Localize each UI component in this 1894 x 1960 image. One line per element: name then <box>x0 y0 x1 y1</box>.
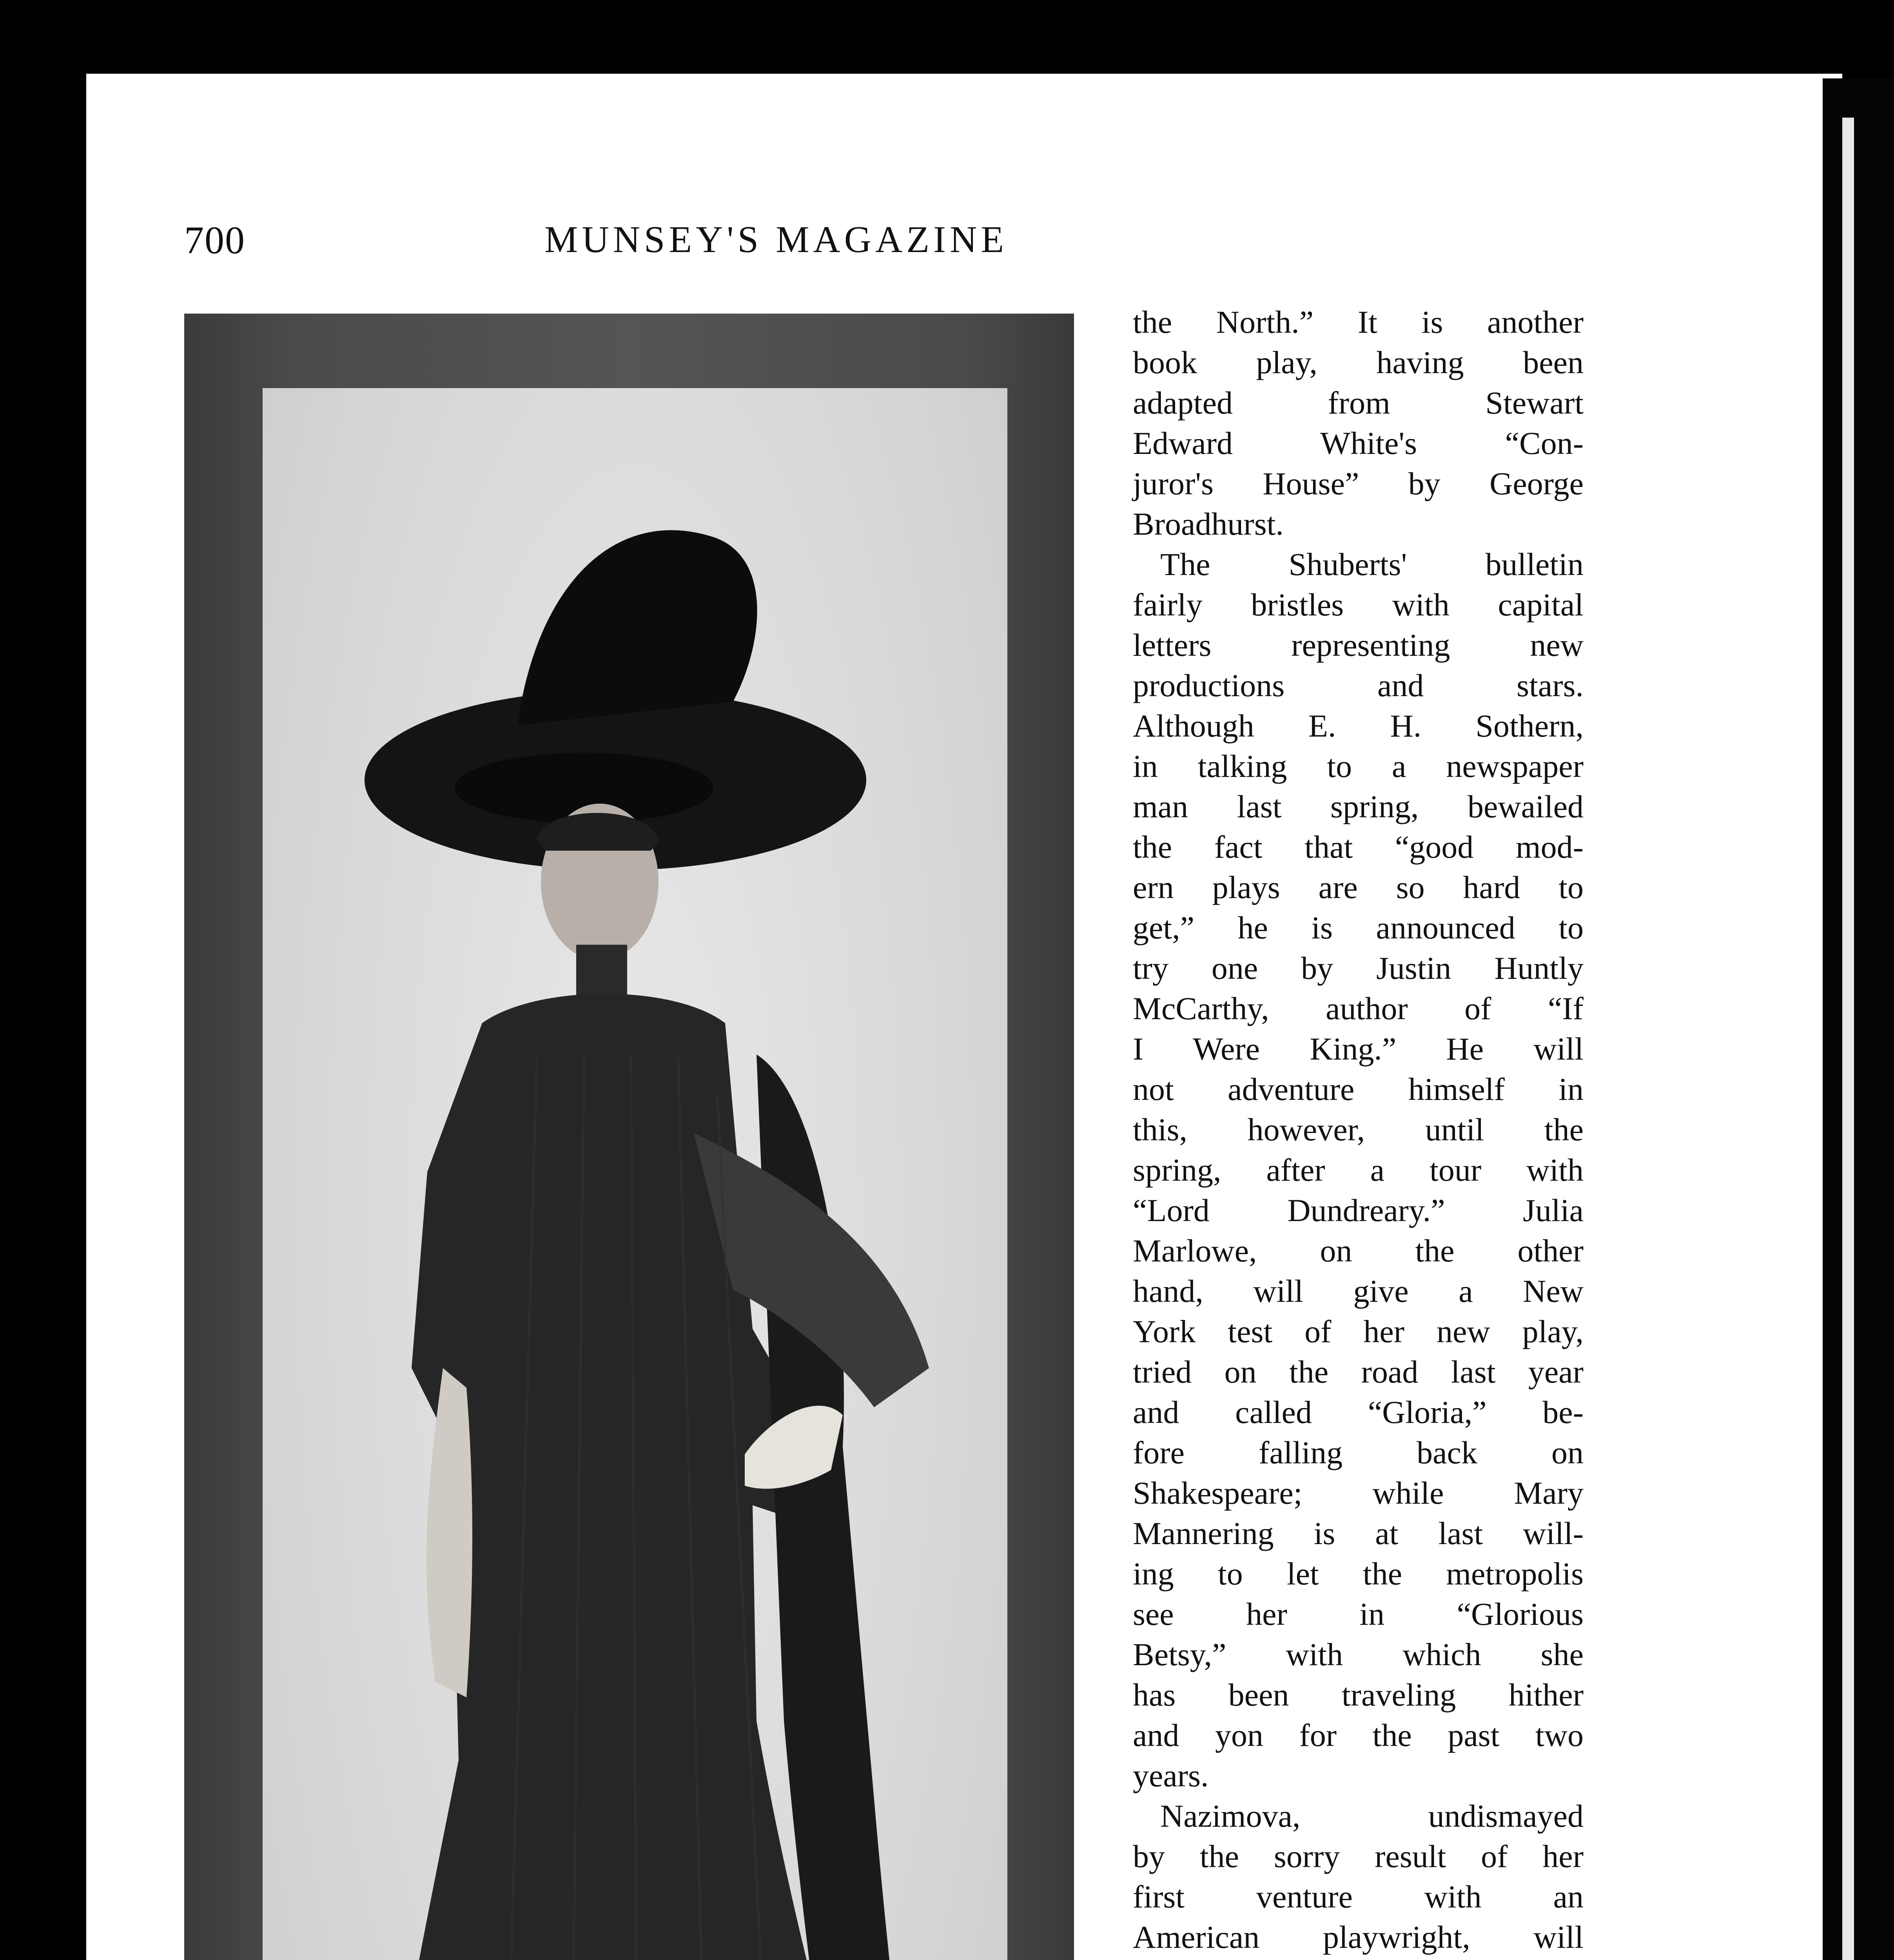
portrait-image <box>263 388 1007 1960</box>
facing-page-strip <box>1842 118 1854 1960</box>
article-line: get,” he is announced to <box>1133 910 1584 946</box>
article-line: Although E. H. Sothern, <box>1133 708 1584 744</box>
article-line: ern plays are so hard to <box>1133 869 1584 905</box>
article-line: has been traveling hither <box>1133 1677 1584 1713</box>
article-line: try one by Justin Huntly <box>1133 950 1584 986</box>
article-line: man last spring, bewailed <box>1133 789 1584 824</box>
article-line: in talking to a newspaper <box>1133 748 1584 784</box>
article-line: Shakespeare; while Mary <box>1133 1475 1584 1511</box>
article-line: by the sorry result of her <box>1133 1838 1584 1874</box>
article-line: and yon for the past two <box>1133 1717 1584 1753</box>
article-line: “Lord Dundreary.” Julia <box>1133 1192 1584 1228</box>
article-line: the North.” It is another <box>1133 304 1584 340</box>
article-line: juror's House” by George <box>1133 466 1584 501</box>
article-line: adapted from Stewart <box>1133 385 1584 421</box>
article-line: fore falling back on <box>1133 1435 1584 1470</box>
article-line: and called “Gloria,” be- <box>1133 1394 1584 1430</box>
article-line: first venture with an <box>1133 1879 1584 1915</box>
article-line: hand, will give a New <box>1133 1273 1584 1309</box>
article-line: Nazimova, undismayed <box>1160 1798 1584 1834</box>
article-line: McCarthy, author of “If <box>1133 991 1584 1026</box>
woman-portrait-illustration <box>263 388 1007 1960</box>
article-line: Broadhurst. <box>1133 506 1284 542</box>
article-line: I Were King.” He will <box>1133 1031 1584 1067</box>
article-line: Mannering is at last will- <box>1133 1515 1584 1551</box>
article-line: ing to let the metropolis <box>1133 1556 1584 1592</box>
article-line: spring, after a tour with <box>1133 1152 1584 1188</box>
article-column <box>1133 302 1584 1960</box>
article-line <box>1133 1957 1584 1960</box>
article-line: book play, having been <box>1133 345 1584 380</box>
article-line: The Shuberts' bulletin <box>1160 546 1584 582</box>
article-line: productions and stars. <box>1133 668 1584 703</box>
article-line: not adventure himself in <box>1133 1071 1584 1107</box>
magazine-title: MUNSEY'S MAGAZINE <box>544 218 1008 260</box>
running-header <box>184 218 1137 269</box>
article-line: fairly bristles with capital <box>1133 587 1584 622</box>
article-line: tried on the road last year <box>1133 1354 1584 1390</box>
facing-page-edge <box>1823 78 1894 1960</box>
article-line: Marlowe, on the other <box>1133 1233 1584 1269</box>
article-line: see her in “Glorious <box>1133 1596 1584 1632</box>
article-line: the fact that “good mod- <box>1133 829 1584 865</box>
portrait-photo <box>184 314 1074 1960</box>
page-number: 700 <box>184 218 245 262</box>
article-line: American playwright, will <box>1133 1919 1584 1955</box>
article-line: Betsy,” with which she <box>1133 1637 1584 1672</box>
article-line: Edward White's “Con- <box>1133 425 1584 461</box>
article-line: this, however, until the <box>1133 1112 1584 1147</box>
article-line: years. <box>1133 1758 1209 1793</box>
article-line: York test of her new play, <box>1133 1314 1584 1349</box>
article-line: letters representing new <box>1133 627 1584 663</box>
